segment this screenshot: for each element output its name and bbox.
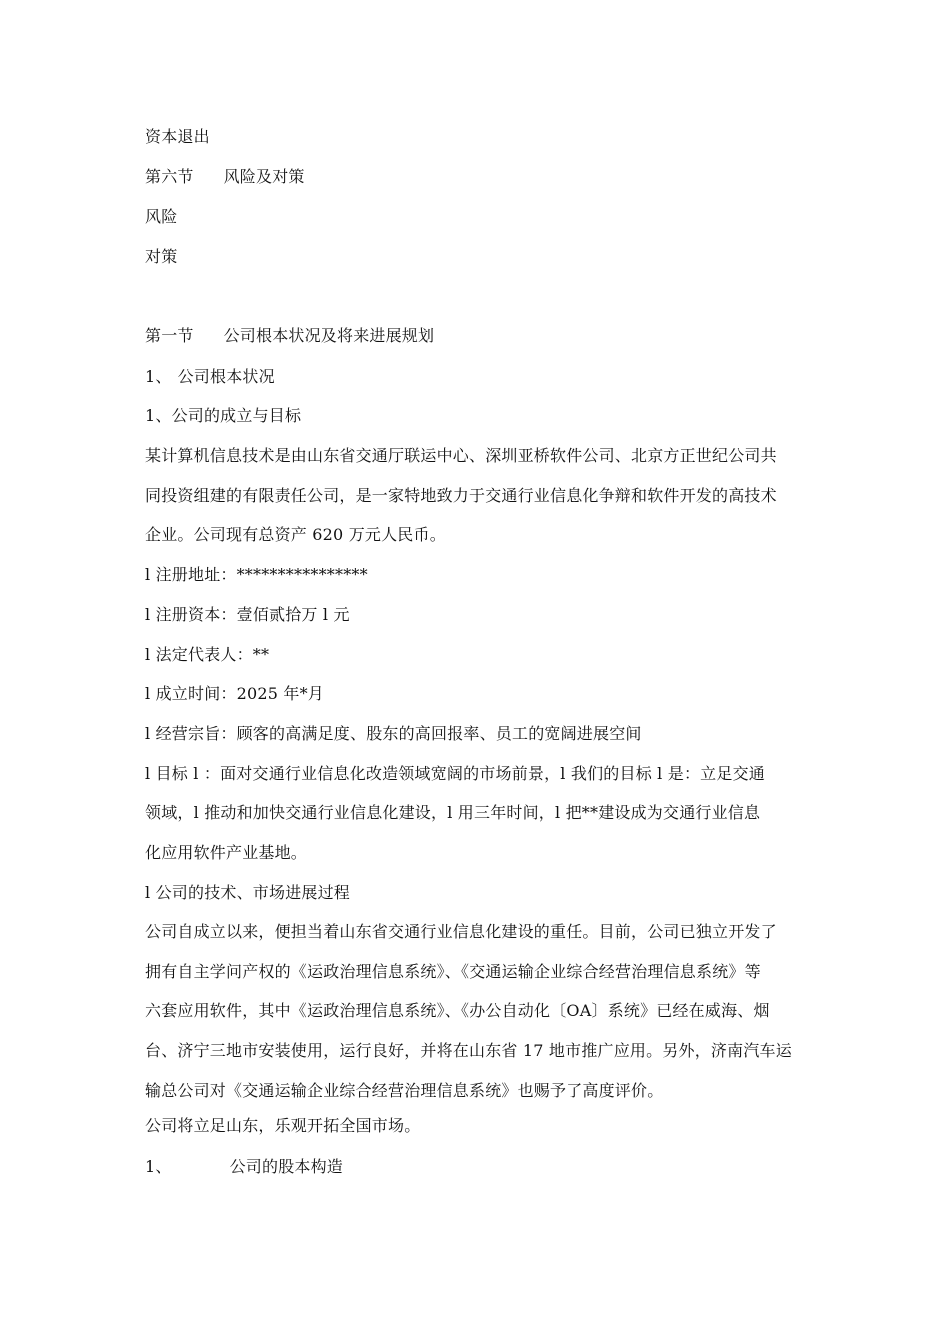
item1-heading: 1、公司的成立与目标	[145, 406, 302, 425]
subsection1-number: 1、	[145, 367, 172, 386]
toc-risk: 风险	[145, 207, 178, 226]
item2-heading	[145, 1156, 343, 1178]
subsection1-title: 公司根本状况	[177, 367, 275, 386]
fact-founding-date: l 成立时间：2025 年*月	[145, 684, 325, 703]
goal-line: 化应用软件产业基地。	[145, 843, 308, 862]
section6-number: 第六节	[145, 167, 194, 186]
item2-title: 公司的股本构造	[229, 1157, 343, 1176]
toc-countermeasure: 对策	[145, 247, 178, 266]
closing-line: 公司将立足山东，乐观开拓全国市场。	[145, 1116, 421, 1135]
goal-line: 领域，l 推动和加快交通行业信息化建设，l 用三年时间，l 把**建设成为交通行业信息	[145, 803, 761, 822]
progress-line: 输总公司对《交通运输企业综合经营治理信息系统》也赐予了高度评价。	[145, 1081, 664, 1100]
fact-business-purpose: l 经营宗旨：顾客的高满足度、股东的高回报率、员工的宽阔进展空间	[145, 724, 642, 743]
section1-heading	[145, 325, 434, 347]
progress-line: 拥有自主学问产权的《运政治理信息系统》、《交通运输企业综合经营治理信息系统》等	[145, 962, 761, 981]
fact-registered-capital: l 注册资本：壹佰贰拾万 l 元	[145, 605, 350, 624]
progress-heading: l 公司的技术、市场进展过程	[145, 883, 351, 902]
goal-line: l 目标 l ：面对交通行业信息化改造领域宽阔的市场前景，l 我们的目标 l 是：立足交通	[145, 764, 765, 783]
fact-legal-representative: l 法定代表人：**	[145, 645, 270, 664]
toc-capital-exit: 资本退出	[145, 127, 210, 146]
progress-line: 六套应用软件，其中《运政治理信息系统》、《办公自动化〔OA〕系统》已经在威海、烟	[145, 1001, 770, 1020]
subsection1-heading	[145, 366, 275, 388]
progress-line: 公司自成立以来，便担当着山东省交通行业信息化建设的重任。目前，公司已独立开发了	[145, 922, 777, 941]
intro-line: 企业。公司现有总资产 620 万元人民币。	[145, 525, 446, 544]
toc-section6-heading	[145, 166, 305, 188]
section6-title: 风险及对策	[223, 167, 305, 186]
item2-number: 1、	[145, 1157, 172, 1176]
intro-line: 某计算机信息技术是由山东省交通厅联运中心、深圳亚桥软件公司、北京方正世纪公司共	[145, 446, 777, 465]
progress-line: 台、济宁三地市安装使用，运行良好，并将在山东省 17 地市推广应用。另外，济南汽车运	[145, 1041, 792, 1060]
section1-number: 第一节	[145, 326, 194, 345]
section1-title: 公司根本状况及将来进展规划	[223, 326, 435, 345]
fact-registered-address: l 注册地址：****************	[145, 565, 368, 584]
intro-line: 同投资组建的有限责任公司，是一家特地致力于交通行业信息化争辩和软件开发的高技术	[145, 486, 777, 505]
